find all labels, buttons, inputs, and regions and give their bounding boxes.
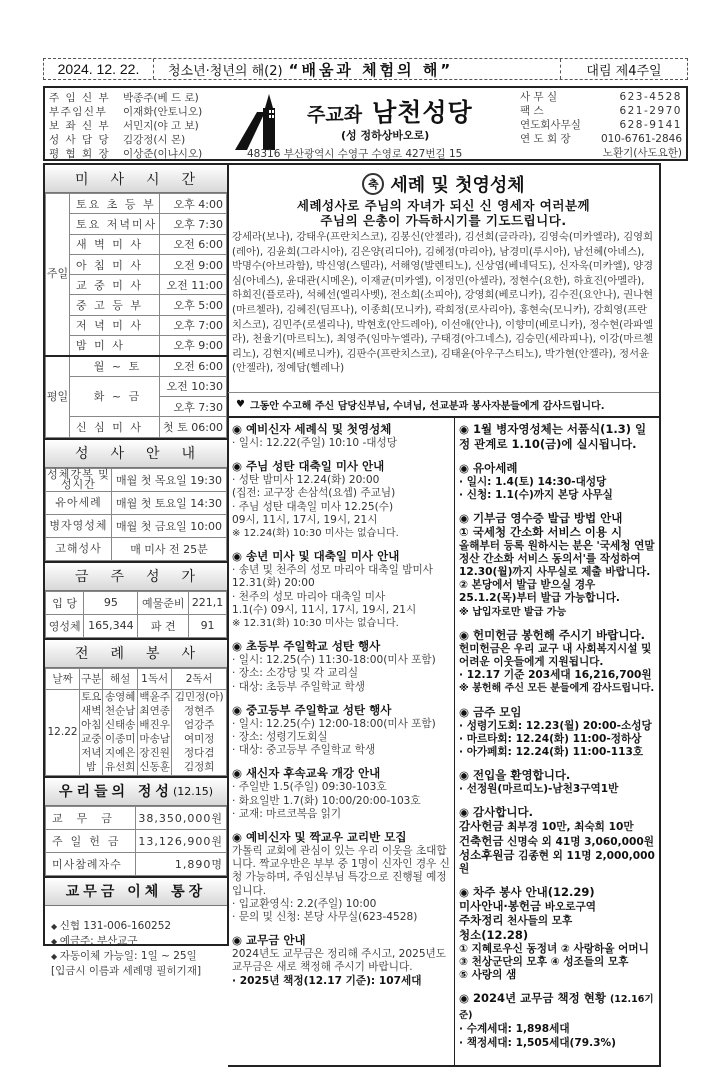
staff-row: 부주임신부 이재화(안토니오) <box>49 106 203 118</box>
contact-row: 연도회사무실 628-9141 <box>520 119 682 131</box>
liturgy-commentary: 송영혜 천순남 신태송 이종미 지예은 유선희 <box>103 689 137 775</box>
church-name: 주교좌 남천성당 <box>307 98 473 127</box>
notices-left <box>228 418 455 1065</box>
church-address: 48316 부산광역시 수영구 수영로 427번길 15 <box>247 148 463 160</box>
staff-row: 평 협 회 장 이상준(이냐시오) <box>49 148 203 160</box>
notice-item: ◉ 초등부 주일학교 성탄 행사 · 일시: 12.25(수) 11:30-18:00(미사 포함) · 장소: 소강당 및 각 교리실 · 대상: 초등부 주일학교 학생 <box>232 639 451 694</box>
year-theme-quote: “배움과 체험의 해” <box>288 60 454 79</box>
notice-item: ◉ 전입을 환영합니다. · 선정원(마르띠노)-남천3구역1반 <box>459 768 656 796</box>
celebration-badge-icon: 축 <box>362 173 384 195</box>
header <box>43 86 688 161</box>
staff-row: 성 사 담 당 김강정(시 몬) <box>49 134 186 146</box>
notice-item: ◉ 교무금 안내 2024년도 교무금은 정리해 주시고, 2025년도 교무금은 새로 책정해 주시기 바랍니다. · 2025년 책정(12.17 기준): 107세대 <box>232 933 451 988</box>
sacraments-table: 성체강복 및 성시간 매월 첫 목요일 19:30 유아세례 매월 첫 토요일 14:30 병자영성체 매월 첫 금요일 10:00 고해성사 매 미사 전 25분 <box>45 468 227 561</box>
notice-item: ◉ 금주 모임 · 성령기도회: 12.23(월) 20:00-소성당 · 마르타회: 12.24(화) 11:00-정하상 · 아가페회: 12.24(화) 11:00-113호 <box>459 705 656 760</box>
notice-item: ◉ 2024년 교무금 책정 현황 (12.16기준) · 수계세대: 1,898세대 · 책정세대: 1,505세대(79.3%) <box>459 991 656 1049</box>
notice-item: ◉ 예비신자 세례식 및 첫영성체 · 일시: 12.22(주일) 10:10 -대성당 <box>232 422 451 450</box>
notice-item: ◉ 1월 병자영성체는 서품식(1.3) 일정 관계로 1.10(금)에 실시됩니다. <box>459 422 656 452</box>
contact-row: 연 도 회 장 010-6761-2846 <box>520 133 682 145</box>
main-content <box>228 163 661 1067</box>
liturgy-table: 날짜 구분 해설 1독서 2독서 12.22 토요 새벽 아침 교중 저녁 밤 송영혜 천순남 신태송 이종미 지예은 유선희 백윤주 최연종 배진우 마송남 장진원 신동훈 김민정(아) 정현주 엄강주 여미정 정다겸 김정희 <box>45 668 227 776</box>
church-patron: (성 정하상바오로) <box>341 129 430 142</box>
contact-row: 사 무 실 623-4528 <box>520 91 682 103</box>
offerings-table: 교무금 38,350,000원 주일헌금 13,126,900원 미사참례자수 1,890명 <box>45 806 227 876</box>
contact-row: 노환기(사도요한) <box>602 147 682 159</box>
hymns-table: 입 당 95 예물준비 221,1 영성체 165,344 파 견 91 <box>45 591 227 638</box>
church-identity <box>233 88 510 159</box>
left-column <box>43 163 229 977</box>
sacraments-heading: 성사안내 <box>45 438 227 468</box>
liturgy-kinds: 토요 새벽 아침 교중 저녁 밤 <box>81 691 102 774</box>
liturgy-reading2: 김민정(아) 정현주 엄강주 여미정 정다겸 김정희 <box>172 689 227 775</box>
notice-item: ◉ 유아세례 · 일시: 1.4(토) 14:30-대성당 · 신청: 1.1(수)까지 본당 사무실 <box>459 461 656 502</box>
baptism-message: 세례성사로 주님의 자녀가 되신 신 영세자 여러분께 주님의 은총이 가득하시기를 기도드립니다. <box>296 198 591 228</box>
heart-icon: ♥ <box>236 399 245 410</box>
offerings-heading: 우리들의 정성 (12.15) <box>45 776 227 806</box>
bulletin-date: 2024. 12. 22. <box>44 59 154 79</box>
notice-item: ◉ 차주 봉사 안내(12.29) 미사안내·봉헌금 바오로구역 주차정리 천사들의 모후 청소(12.28) ① 지혜로우신 동정녀 ② 사랑하올 어머니 ③ 천상군단의 모후 ④ 성조들의 모후 ⑤ 사랑의 샘 <box>459 885 656 982</box>
liturgy-reading1: 백윤주 최연종 배진우 마송남 장진원 신동훈 <box>137 689 171 775</box>
top-banner <box>43 58 688 80</box>
year-theme-label: 청소년·청년의 해(2) <box>168 63 283 79</box>
mass-times-table: 주일 토요 초 등 부 오후 4:00 토요 저녁미사 오후 7:30 새 벽 미 사 오전 6:00 아 침 미 사 오전 9:00 교 중 미 사 오전 11:00 중 고 등 부 오후 5:00 저 녁 미 사 오후 7:00 밤 미 사 오후 9:00 평일 월 ~ 토 오전 6:00 화 ~ 금 오전 10:30 오후 7:30 신 심 미 사 첫 토 06:00 <box>45 193 227 438</box>
bank-info: ◆ 신협 131-006-160252 ◆ 예금주: 부산교구 ◆ 자동이체 가능일: 1일 ~ 25일 [입금시 이름과 세례명 필히기재] <box>45 906 227 992</box>
staff-row: 주 임 신 부 박종주(베 드 로) <box>49 92 199 104</box>
notices-right <box>455 418 659 1065</box>
sunday-label: 주일 <box>46 194 70 356</box>
hymns-heading: 금주성가 <box>45 561 227 591</box>
church-logo-icon <box>235 94 281 150</box>
liturgical-week: 대림 제4주일 <box>586 63 662 79</box>
bank-heading: 교무금 이체 통장 <box>45 876 227 906</box>
thanks-line: ♥ 그동안 수고해 주신 담당신부님, 수녀님, 선교분과 봉사자분들에게 감사드립니다. <box>228 392 659 418</box>
year-theme <box>154 59 561 79</box>
notice-item: ◉ 감사합니다. 감사헌금 최부경 10만, 최숙희 10만 건축헌금 신명숙 외 41명 3,060,000원 성소후원금 김종현 외 11명 2,000,000원 <box>459 805 656 876</box>
baptism-heading: 축 세례 및 첫영성체 <box>232 171 655 197</box>
contact-row: 팩 스 621-2970 <box>520 105 682 117</box>
notice-item: ◉ 새신자 후속교육 개강 안내 · 주일반 1.5(주일) 09:30-103호 · 화요일반 1.7(화) 10:00/20:00-103호 · 교재: 마르코복음 읽기 <box>232 766 451 821</box>
mass-times-heading: 미사시간 <box>45 163 227 193</box>
contact-list <box>510 88 686 159</box>
notice-item: ◉ 헌미헌금 봉헌해 주시기 바랍니다. 헌미헌금은 우리 교구 내 사회복지시설 및 어려운 이웃들에게 지원됩니다. · 12.17 기준 203세대 16,216,700원 ※ 봉헌해 주신 모든 분들에게 감사드립니다. <box>459 628 656 696</box>
notice-item: ◉ 예비신자 및 짝교우 교리반 모집 가톨릭 교회에 관심이 있는 우리 이웃을 초대합니다. 짝교우반은 부부 중 1명이 신자인 경우 신청 가능하며, 주임신부님 특강으로 진행될 예정입니다. · 입교환영식: 2.2(주일) 10:00 · 문의 및 신청: 본당 사무실(623-4528) <box>232 830 451 924</box>
liturgy-heading: 전례봉사 <box>45 638 227 668</box>
notice-item: ◉ 기부금 영수증 발급 방법 안내 ① 국세청 간소화 서비스 이용 시 올해부터 등록 원하시는 분은 '국세청 연말정산 간소화 서비스 동의서'를 작성하여 12.30(월)까지 사무실로 제출 바랍니다. ② 본당에서 발급 받으실 경우 25.1.2(목)부터 발급 가능합니다. ※ 납입자로만 발급 가능 <box>459 511 656 618</box>
notice-item: ◉ 중고등부 주일학교 성탄 행사 · 일시: 12.25(수) 12:00-18:00(미사 포함) · 장소: 성령기도회실 · 대상: 중고등부 주일학교 학생 <box>232 703 451 758</box>
notice-item: ◉ 송년 미사 및 대축일 미사 안내 · 송년 및 천주의 성모 마리아 대축일 밤미사 12.31(화) 20:00 · 천주의 성모 마리아 대축일 미사 1.1(수) 09시, 11시, 17시, 19시, 21시 ※ 12.31(화) 10:30 미사는 없습니다. <box>232 549 451 630</box>
baptism-section <box>228 165 659 392</box>
baptism-names: 강세라(보나), 강태우(프란치스코), 김봉신(안젤라), 김선희(글라라), 김영숙(미카엘라), 김영희(레아), 김윤희(그라시아), 김은양(리디아), 김혜정(마리아), 남경미(루시아), 남선혜(아녜스), 박명수(아브라함), 박신영(스텔라), 서해영(발렌티노), 신상엽(베네딕도), 신자욱(미카엘), 양경심(아녜스), 윤대관(시메온), 이재균(미카엘), 이정민(아셀라), 정현수(요한), 하효진(아멜라), 하희진(플로라), 석혜선(엘리사벳), 전소희(소피아), 강영희(베로니카), 김수진(요안나), 권나현(마르첼라), 김혜진(딤프나), 이종희(모니카), 곽희정(로사리아), 홍현숙(모니카), 강희영(프란치스코), 김민주(로셀리나), 박현호(안드레아), 이선애(안나), 이향미(베로니카), 정수현(라파엘라), 천율기(마르티노), 최영주(임마누엘라), 구태경(아그네스), 김승민(세라피나), 이강(마르첼리노), 김현지(베로니카), 김판수(프란치스코), 김태윤(아우구스티노), 박가현(안젤라), 정서윤(안젤라), 정예담(헬레나) <box>232 231 654 375</box>
notice-item: ◉ 주님 성탄 대축일 미사 안내 · 성탄 밤미사 12.24(화) 20:00 (집전: 교구장 손삼석(요셉) 주교님) · 주님 성탄 대축일 미사 12.25(수) 09시, 11시, 17시, 19시, 21시 ※ 12.24(화) 10:30 미사는 없습니다. <box>232 459 451 540</box>
staff-row: 보 좌 신 부 서민지(야 고 보) <box>49 120 199 132</box>
staff-list <box>45 88 233 159</box>
weekday-label: 평일 <box>46 356 70 437</box>
